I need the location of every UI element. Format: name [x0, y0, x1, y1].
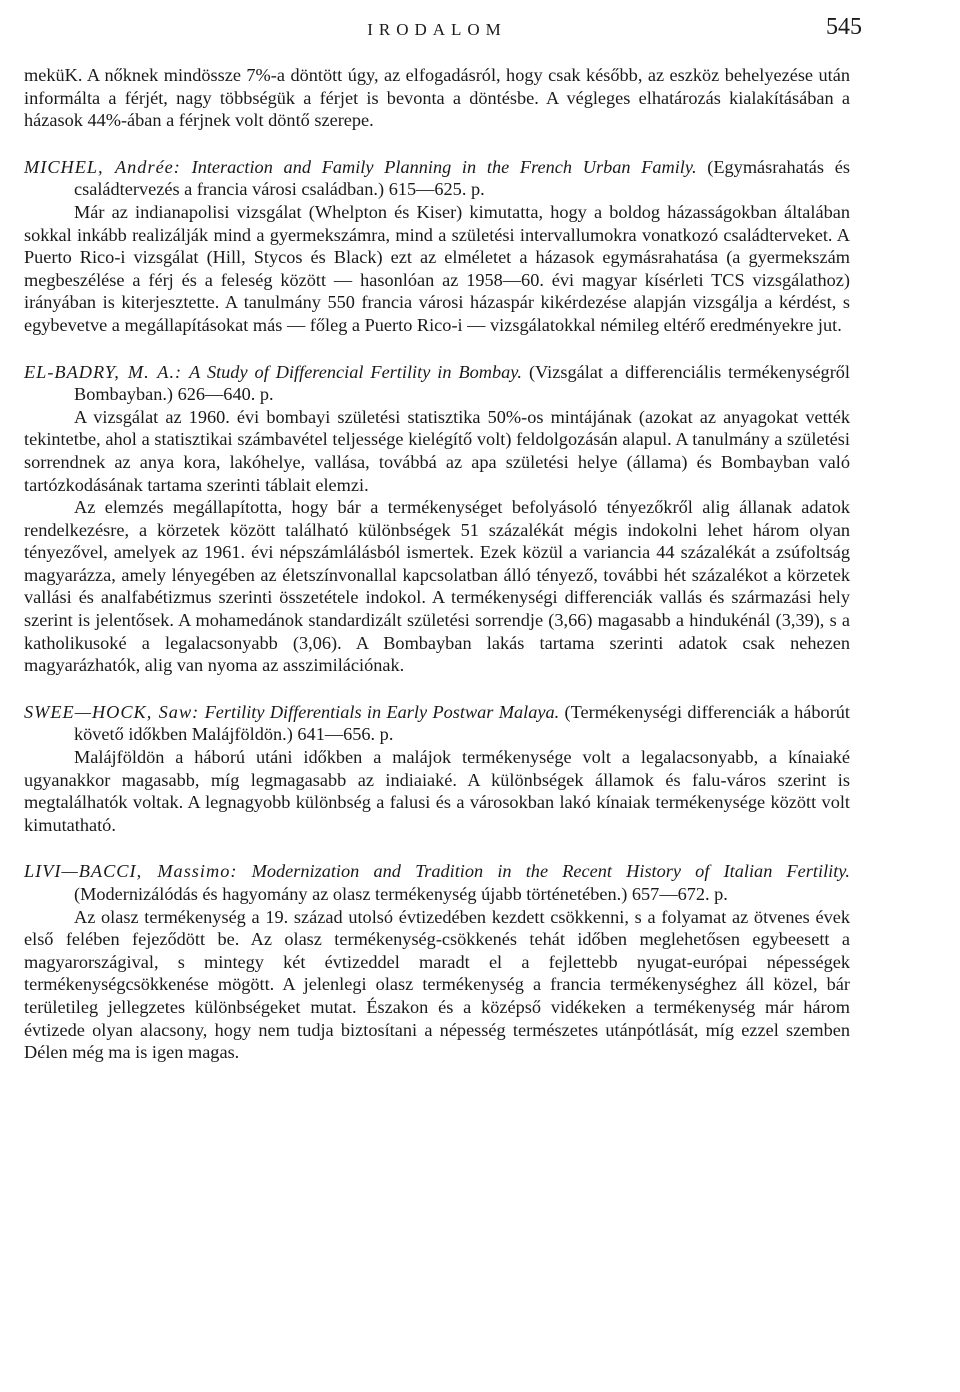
entry-title: Modernization and Tradition in the Recent History of Italian Fertility. [251, 861, 850, 882]
entry-paragraph: A vizsgálat az 1960. évi bombayi születési statisztika 50%-os mintájának (azokat az anyagokat vették tekintetbe, ahol a statisztikai számbavétel teljessége kielégítő volt) feldolgozásán alapul. A tanulmány a születési sorrendnek az anya kora, lakóhelye, vallása, továbbá az apa születési helye (állama) és Bombayban való tartózkodásának tartama szerinti táblait elemzi. [24, 406, 850, 495]
entry-title: Fertility Differentials in Early Postwar Malaya. [204, 701, 560, 722]
entry-author: SWEE—HOCK, Saw: [24, 701, 200, 722]
entry-translation: (Termékenységi differenciák a háborút követő időkben Malájföldön.) [74, 701, 850, 745]
running-title: IRODALOM [367, 20, 507, 39]
running-head [24, 14, 862, 44]
entry-pages: 615—625. p. [388, 179, 485, 200]
entry-translation: (Egymásrahatás és családtervezés a francia városi családban.) [74, 156, 850, 200]
entry-pages: 641—656. p. [297, 724, 394, 745]
entry-author: MICHEL, Andrée: [24, 156, 181, 177]
entry-paragraph: Az elemzés megállapította, hogy bár a termékenységet befolyásoló tényezőkről alig állanak adatok rendelkezésre, a körzetek között található különbségek 51 százalékát mégis indokolni lehet három olyan tényezővel, amelyek az 1961. évi népszámlálásból ismertek. Ezek közül a variancia 44 százalékát a zsúfoltság magyarázza, amely lényegében az életszínvonallal kapcsolatban álló tényező, további hét százalékot a körzetek vallási és analfabétizmus szerinti összetétele indokol. A termékenységi differenciák vallás és származási hely szerint is jelentősek. A mohamedánok standardizált születési sorrendje (3,66) magasabb a hindukénál (3,39), s a katholikusoké a legalacsonyabb (3,06). A Bombayban lakás tartama szerinti adatok csak nehezen magyarázhatók, alig van nyoma az asszimilációnak. [24, 497, 850, 676]
entry-title: A Study of Differencial Fertility in Bombay. [189, 361, 522, 382]
entry-citation [24, 860, 850, 905]
entry-translation: (Modernizálódás és hagyomány az olasz termékenység újabb történetében.) [74, 884, 628, 904]
entry-paragraph: Malájföldön a háború utáni időkben a malájok termékenysége volt a legalacsonyabb, a kínaiaké ugyanakkor magasabb, míg legmagasabb az indiaiaké. A különbségek államok és falu-város szerint is megtalálhatók voltak. A legnagyobb különbség a falusi és a városokban lakó kínaiak termékenysége között volt kimutatható. [24, 747, 850, 835]
entry-author: EL-BADRY, M. A.: [24, 361, 183, 382]
bibliography-entry [24, 701, 850, 837]
bibliography-entry [24, 361, 850, 677]
intro-paragraph: meküK. A nőknek mindössze 7%-a döntött úgy, az elfogadásról, hogy csak később, az eszköz behelyezése után informálta a férjét, nagy többségük a férjet is bevonta a döntésbe. A végleges elhatározás kialakításában a házasok 44%-ában a férjnek volt döntő szerepe. [24, 65, 850, 131]
entry-author: LIVI—BACCI, Massimo: [24, 861, 238, 882]
entry-pages: 657—672. p. [631, 884, 728, 904]
entry-citation [24, 361, 850, 406]
entry-paragraph: Már az indianapolisi vizsgálat (Whelpton és Kiser) kimutatta, hogy a boldog házasságokban általában sokkal inkább realizálják mind a gyermekszámra, mind a születési intervallumokra vonatkozó családterveket. A Puerto Rico-i vizsgálat (Hill, Stycos és Black) ezt az elméletet a házasok egymásrahatása (a gyermekszám megbeszélése a férj és a feleség között — hasonlóan az 1958—60. évi magyar kísérleti TCS vizsgálathoz) irányában is kiterjesztette. A tanulmány 550 francia városi házaspár kikérdezése alapján vizsgálja a kérdést, s egybevetve a megállapításokat más — főleg a Puerto Rico-i — vizsgálatokkal némileg eltérő eredményekre jut. [24, 201, 850, 335]
entry-pages: 626—640. p. [177, 384, 274, 405]
page-number: 545 [826, 14, 862, 40]
bibliography-entry [24, 860, 850, 1063]
bibliography-entry [24, 156, 850, 337]
entry-translation: (Vizsgálat a differenciális termékenységről Bombayban.) [74, 361, 850, 405]
entry-title: Interaction and Family Planning in the French Urban Family. [191, 156, 697, 177]
entry-citation [24, 156, 850, 201]
page-content [24, 64, 850, 1064]
entry-paragraph: Az olasz termékenység a 19. század utolsó évtizedében kezdett csökkenni, s a folyamat az ötvenes évek első felében fejeződött be. Az olasz termékenység-csökkenés tehát időben meglehetősen egybeesett a magyarországival, s mintegy két évtizeddel maradt el a fejlettebb nyugat-európai népességek termékenységcsökkenése mögött. A jelenlegi olasz termékenység a francia termékenységhez áll közel, bár területileg jellegzetes különbségeket mutat. Északon és a középső vidékeken a termékenység már három évtizede olyan alacsony, hogy nem tudja biztosítani a népesség természetes utánpótlását, míg ezzel szemben Délen még ma is igen magas. [24, 906, 850, 1063]
entry-citation [24, 701, 850, 746]
